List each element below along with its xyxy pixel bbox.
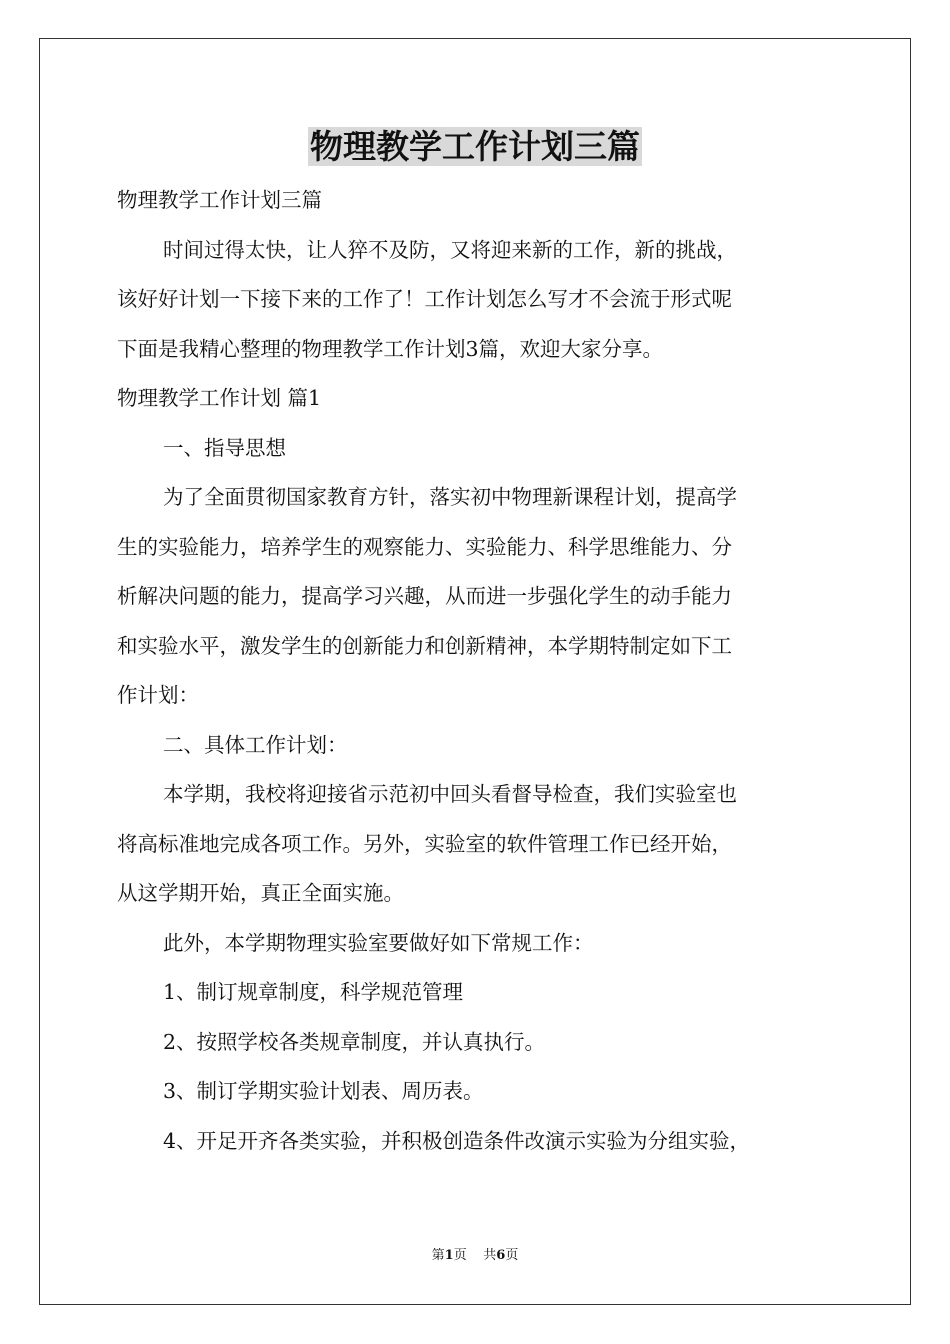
- text-line: 从这学期开始，真正全面实施。: [117, 881, 404, 905]
- text-line: 本学期，我校将迎接省示范初中回头看督导检查，我们实验室也: [163, 782, 737, 806]
- footer-page-suffix: 页: [453, 1248, 467, 1263]
- text-line: 下面是我精心整理的物理教学工作计划3篇，欢迎大家分享。: [117, 336, 664, 361]
- footer-total-suffix: 页: [505, 1248, 519, 1263]
- document-title: [0, 124, 950, 170]
- text-line: 将高标准地完成各项工作。另外，实验室的软件管理工作已经开始，: [117, 831, 732, 856]
- text-line: 为了全面贯彻国家教育方针，落实初中物理新课程计划，提高学: [163, 485, 737, 509]
- text-line: 此外，本学期物理实验室要做好如下常规工作：: [163, 930, 594, 955]
- text-line: 和实验水平，激发学生的创新能力和创新精神，本学期特制定如下工: [117, 633, 732, 658]
- footer-page-prefix: 第: [431, 1248, 445, 1263]
- footer-total-pages: 6: [496, 1248, 506, 1263]
- text-line: 3、制订学期实验计划表、周历表。: [163, 1079, 484, 1103]
- text-line: 该好好计划一下接下来的工作了！工作计划怎么写才不会流于形式呢: [117, 287, 732, 311]
- page-footer: [0, 1246, 950, 1266]
- text-line: 生的实验能力，培养学生的观察能力、实验能力、科学思维能力、分: [117, 534, 732, 559]
- text-line: 一、指导思想: [163, 435, 286, 460]
- document-body: [117, 176, 837, 1166]
- text-line: 2、按照学校各类规章制度，并认真执行。: [163, 1029, 546, 1054]
- text-line: 时间过得太快，让人猝不及防，又将迎来新的工作，新的挑战，: [163, 237, 737, 262]
- footer-total-prefix: 共: [483, 1248, 497, 1263]
- text-line: 物理教学工作计划 篇1: [117, 386, 322, 410]
- text-line: 物理教学工作计划三篇: [117, 188, 322, 212]
- footer-page-number: 1: [444, 1248, 454, 1263]
- document-title-text: 物理教学工作计划三篇: [310, 127, 640, 166]
- text-line: 4、开足开齐各类实验，并积极创造条件改演示实验为分组实验，: [163, 1128, 751, 1153]
- text-line: 二、具体工作计划：: [163, 732, 348, 757]
- text-line: 1、制订规章制度，科学规范管理: [163, 980, 464, 1004]
- text-line: 作计划：: [117, 683, 199, 707]
- text-line: 析解决问题的能力，提高学习兴趣，从而进一步强化学生的动手能力: [117, 584, 732, 608]
